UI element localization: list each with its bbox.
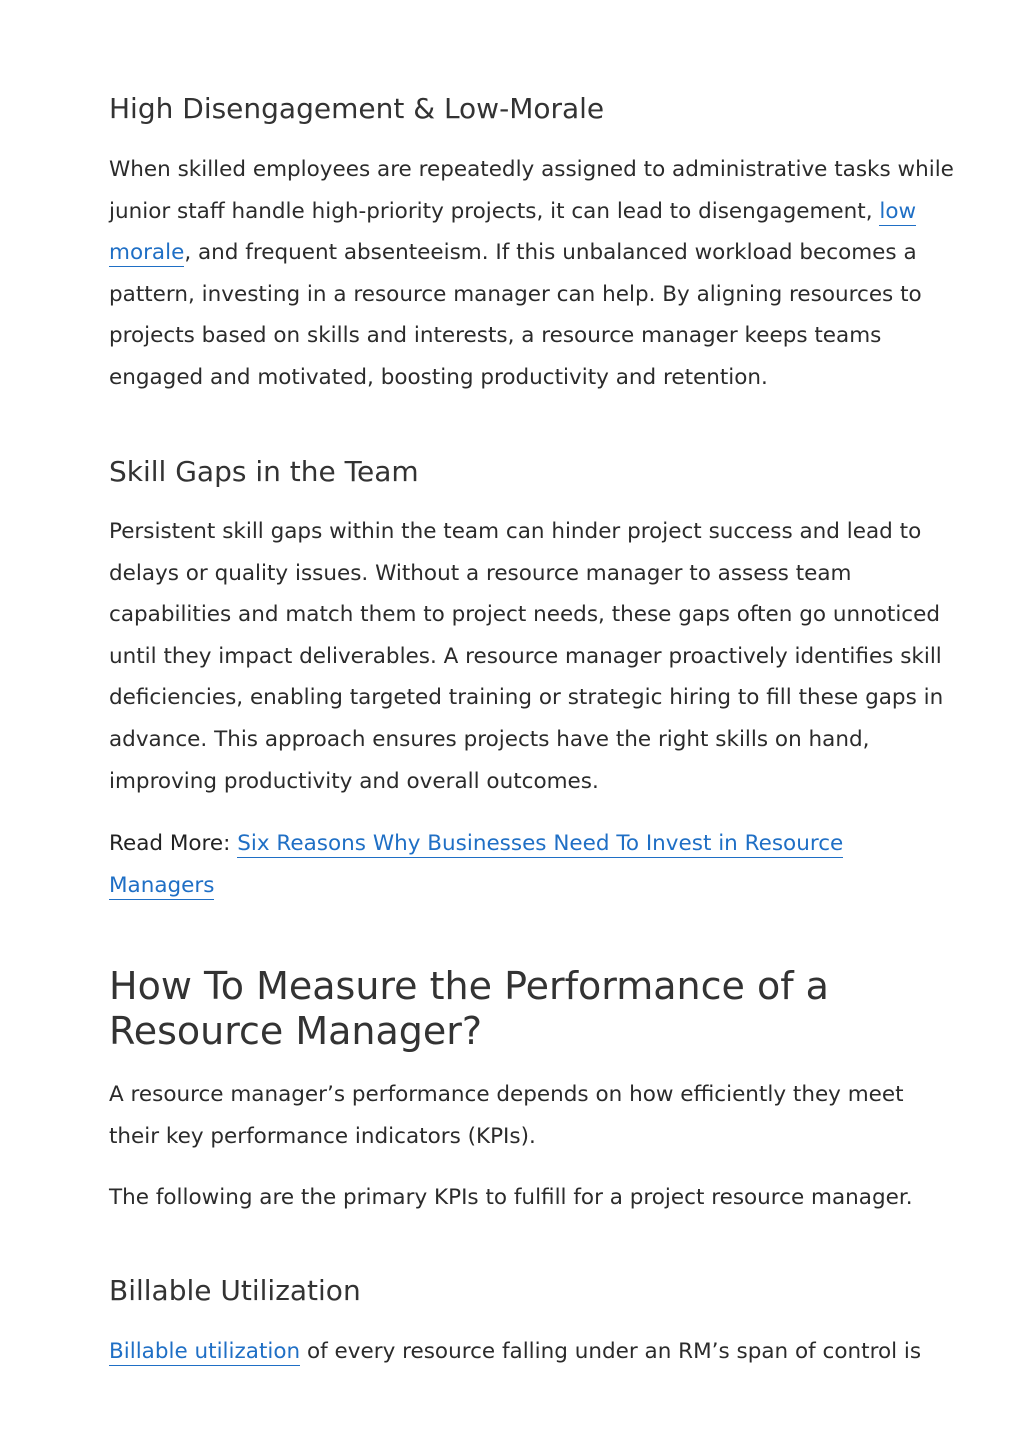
paragraph-text: of every resource falling under an RM’s span of control is xyxy=(300,1339,922,1364)
section-heading-billable-utilization: Billable Utilization xyxy=(109,1274,361,1307)
billable-utilization-link[interactable]: Billable utilization xyxy=(109,1339,301,1364)
read-more-link[interactable]: Six Reasons Why Businesses Need To Invest in Resource Managers xyxy=(109,831,844,898)
paragraph-disengagement xyxy=(109,149,954,399)
paragraph-skill-gaps: Persistent skill gaps within the team can hinder project success and lead to delays or quality issues. Without a resource manager to assess team capabilities and match them to project needs, these gaps often go unnoticed until they impact deliverables. A resource manager proactively identifies skill deficiencies, enabling targeted training or strategic hiring to fill these gaps in advance. This approach ensures projects have the right skills on hand, improving productivity and overall outcomes. xyxy=(109,519,944,794)
read-more-label: Read More: xyxy=(109,831,231,856)
paragraph-kpis: The following are the primary KPIs to fulfill for a project resource manager. xyxy=(109,1185,913,1210)
paragraph-billable-utilization xyxy=(109,1331,954,1373)
paragraph-text: When skilled employees are repeatedly assigned to administrative tasks while junior staff handle high-priority projects, it can lead to disengagement, xyxy=(109,157,954,224)
read-more xyxy=(109,823,954,906)
section-heading-skill-gaps: Skill Gaps in the Team xyxy=(109,455,419,488)
paragraph-text: , and frequent absenteeism. If this unbalanced workload becomes a pattern, investing in a resource manager can help. By aligning resources to projects based on skills and interests, a resource manager keeps teams engaged and motivated, boosting productivity and retention. xyxy=(109,240,922,390)
section-heading-disengagement: High Disengagement & Low-Morale xyxy=(109,92,605,125)
paragraph-performance: A resource manager’s performance depends on how efficiently they meet their key performance indicators (KPIs). xyxy=(109,1082,904,1149)
low-morale-link[interactable]: low morale xyxy=(109,198,917,266)
page-section-title: How To Measure the Performance of a Resource Manager? xyxy=(109,964,829,1053)
